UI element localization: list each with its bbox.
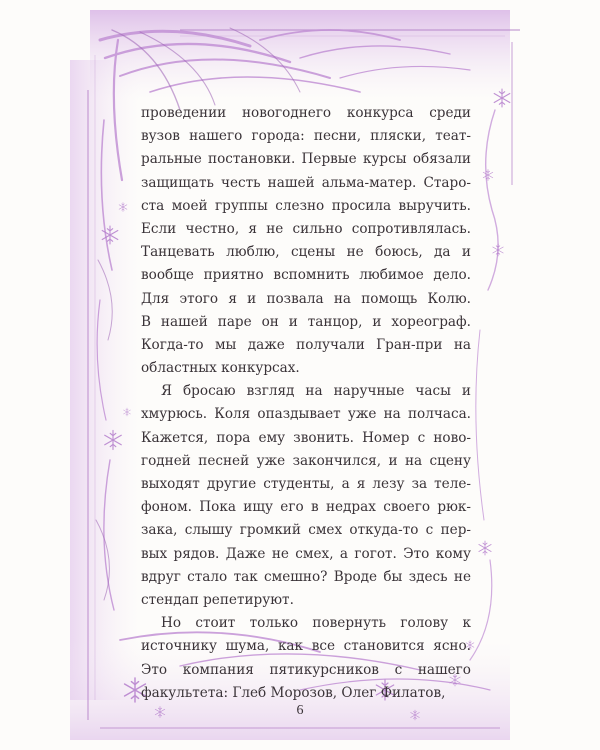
- text-line: источнику шума, как все становится ясно.: [141, 638, 471, 655]
- text-line: Кажется, пора ему звонить. Номер с ново-: [141, 429, 471, 446]
- text-line: Но стоит только повернуть голову к: [161, 615, 471, 632]
- body-text: [141, 102, 471, 705]
- text-line: факультета: Глеб Морозов, Олег Филатов,: [141, 684, 446, 701]
- text-line: вдруг стало так смешно? Вроде бы здесь не: [141, 568, 471, 585]
- text-line: выходят другие студенты, а я лезу за теле-: [141, 476, 471, 492]
- text-line: зака, слышу громкий смех откуда-то с пер-: [141, 522, 471, 539]
- text-line: В нашей паре он и танцор, и хореограф.: [141, 313, 471, 330]
- text-line: Если честно, я не сильно сопротивлялась.: [141, 220, 471, 237]
- right-swirls: [470, 110, 498, 660]
- text-line: Когда-то мы даже получали Гран-при на: [141, 336, 471, 353]
- page-number: 6: [296, 703, 304, 718]
- text-line: фоном. Пока ищу его в недрах своего рюк-: [141, 499, 471, 516]
- text-line: Для этого я и позвала на помощь Колю.: [141, 290, 471, 307]
- text-line: ста моей группы слезно просила выручить.: [141, 197, 471, 214]
- text-line: проведении новогоднего конкурса среди: [141, 105, 471, 121]
- left-frost-wash: [70, 60, 140, 700]
- text-line: ральные постановки. Первые курсы обязали: [141, 151, 471, 168]
- text-line: вообще приятно вспомнить любимое дело.: [141, 267, 471, 284]
- top-frost-wash: [90, 10, 510, 100]
- text-line: годней песней уже закончился, и на сцену: [141, 452, 471, 469]
- text-line: Танцевать люблю, сцены не боюсь, да и: [141, 244, 471, 261]
- text-line: Я бросаю взгляд на наручные часы и: [161, 383, 471, 400]
- text-line: стендап репетируют.: [141, 591, 294, 608]
- text-line: областных конкурсах.: [141, 360, 300, 377]
- text-line: защищать честь нашей альма-матер. Старо-: [141, 174, 471, 191]
- text-line: хмурюсь. Коля опаздывает уже на полчаса.: [141, 406, 471, 423]
- text-line: Это компания пятикурсников с нашего: [141, 661, 471, 678]
- text-line: вузов нашего города: песни, пляски, теат-: [141, 128, 471, 145]
- text-line: вых рядов. Даже не смех, а гогот. Это кому: [141, 545, 471, 562]
